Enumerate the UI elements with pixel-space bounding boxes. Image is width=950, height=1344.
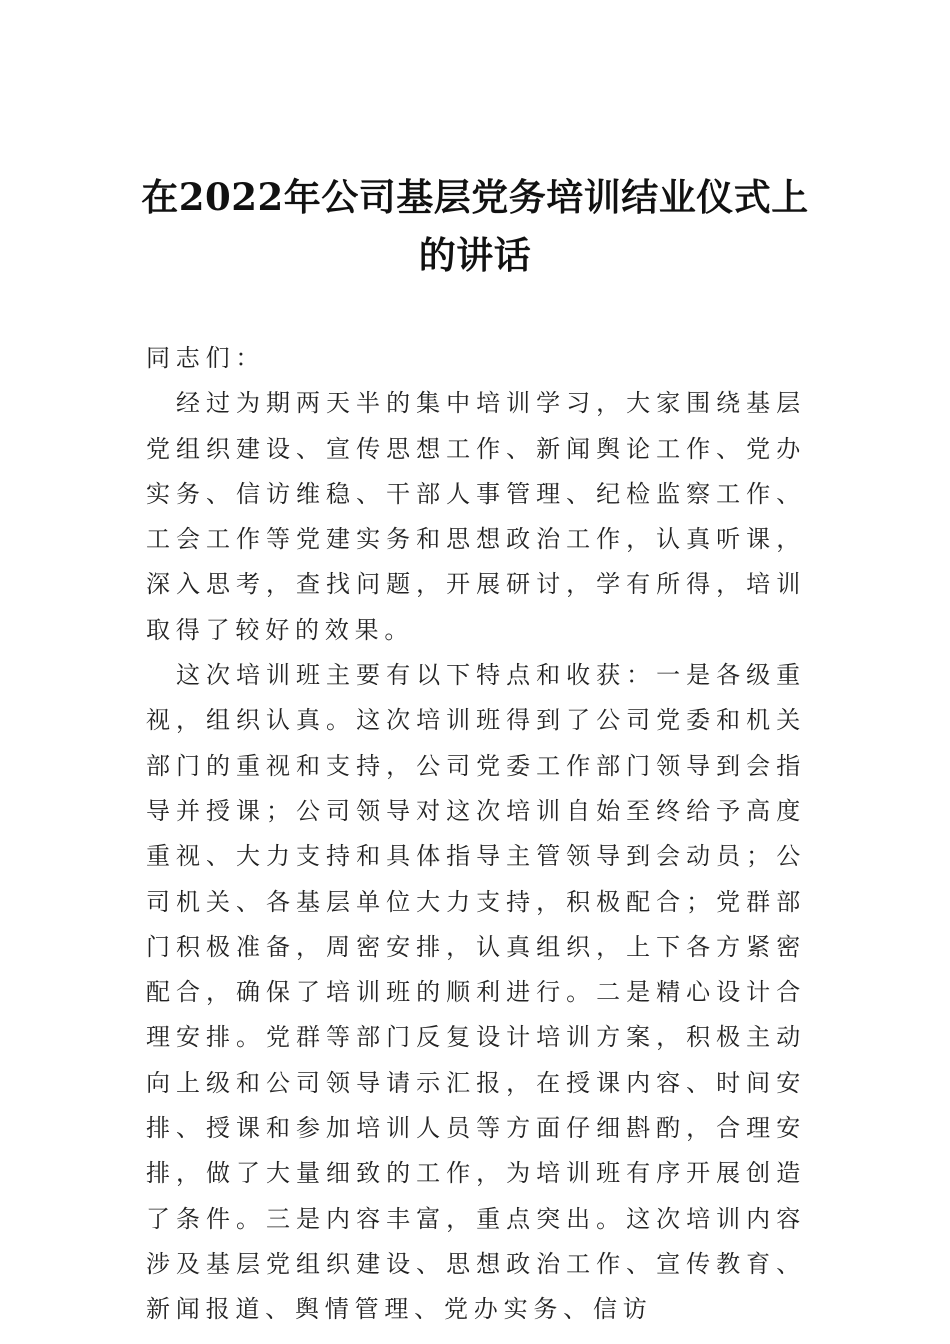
paragraph-1: 经过为期两天半的集中培训学习，大家围绕基层党组织建设、宣传思想工作、新闻舆论工作、党办实务、信访维稳、干部人事管理、纪检监察工作、工会工作等党建实务和思想政治工作，认真听课，深入思考，查找问题，开展研讨，学有所得，培训取得了较好的效果。: [146, 389, 806, 644]
document-title: 在2022年公司基层党务培训结业仪式上的讲话: [141, 175, 809, 277]
paragraph-2: 这次培训班主要有以下特点和收获：一是各级重视，组织认真。这次培训班得到了公司党委和机关部门的重视和支持，公司党委工作部门领导到会指导并授课；公司领导对这次培训自始至终给予高度重视、大力支持和具体指导主管领导到会动员；公司机关、各基层单位大力支持，积极配合；党群部门积极准备，周密安排，认真组织，上下各方紧密配合，确保了培训班的顺利进行。二是精心设计合理安排。党群等部门反复设计培训方案，积极主动向上级和公司领导请示汇报，在授课内容、时间安排、授课和参加培训人员等方面仔细斟酌，合理安排，做了大量细致的工作，为培训班有序开展创造了条件。三是内容丰富，重点突出。这次培训内容涉及基层党组织建设、思想政治工作、宣传教育、新闻报道、舆情管理、党办实务、信访: [146, 661, 806, 1324]
document-body: [146, 336, 806, 1333]
salutation: 同志们：: [146, 344, 266, 372]
